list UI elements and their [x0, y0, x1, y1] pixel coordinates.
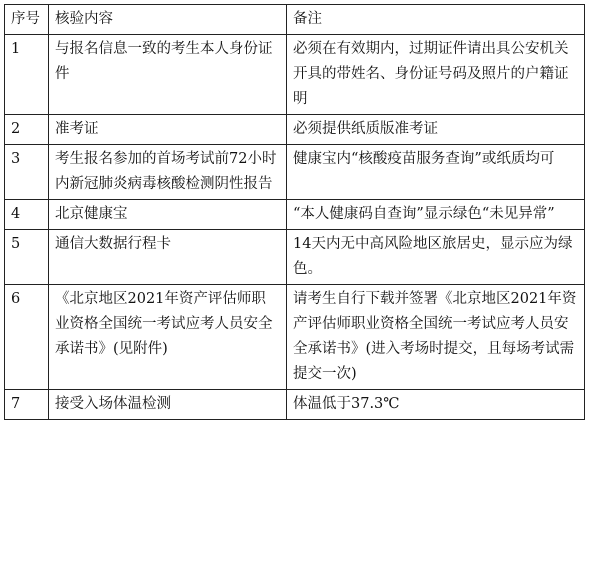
row-number: 1 [5, 35, 49, 115]
row-item: 考生报名参加的首场考试前72小时内新冠肺炎病毒核酸检测阴性报告 [49, 145, 287, 200]
table-row [5, 200, 585, 230]
row-note: 体温低于37.3℃ [287, 390, 585, 420]
row-number: 7 [5, 390, 49, 420]
header-no: 序号 [5, 5, 49, 35]
row-note: 健康宝内“核酸疫苗服务查询”或纸质均可 [287, 145, 585, 200]
row-number: 4 [5, 200, 49, 230]
header-note: 备注 [287, 5, 585, 35]
row-note: 必须提供纸质版准考证 [287, 115, 585, 145]
row-note: 14天内无中高风险地区旅居史，显示应为绿色。 [287, 230, 585, 285]
row-note: “本人健康码自查询”显示绿色“未见异常” [287, 200, 585, 230]
row-item: 北京健康宝 [49, 200, 287, 230]
table-row [5, 285, 585, 390]
table-row [5, 145, 585, 200]
table-header-row [5, 5, 585, 35]
row-note: 必须在有效期内，过期证件请出具公安机关开具的带姓名、身份证号码及照片的户籍证明 [287, 35, 585, 115]
row-item: 《北京地区2021年资产评估师职业资格全国统一考试应考人员安全承诺书》(见附件) [49, 285, 287, 390]
row-number: 5 [5, 230, 49, 285]
verification-table [4, 4, 585, 420]
row-number: 3 [5, 145, 49, 200]
row-number: 2 [5, 115, 49, 145]
table-row [5, 230, 585, 285]
row-note: 请考生自行下载并签署《北京地区2021年资产评估师职业资格全国统一考试应考人员安全承诺书》(进入考场时提交，且每场考试需提交一次) [287, 285, 585, 390]
header-item: 核验内容 [49, 5, 287, 35]
row-item: 准考证 [49, 115, 287, 145]
row-item: 与报名信息一致的考生本人身份证件 [49, 35, 287, 115]
row-item: 通信大数据行程卡 [49, 230, 287, 285]
table-row [5, 35, 585, 115]
table-row [5, 115, 585, 145]
row-item: 接受入场体温检测 [49, 390, 287, 420]
row-number: 6 [5, 285, 49, 390]
table-row [5, 390, 585, 420]
